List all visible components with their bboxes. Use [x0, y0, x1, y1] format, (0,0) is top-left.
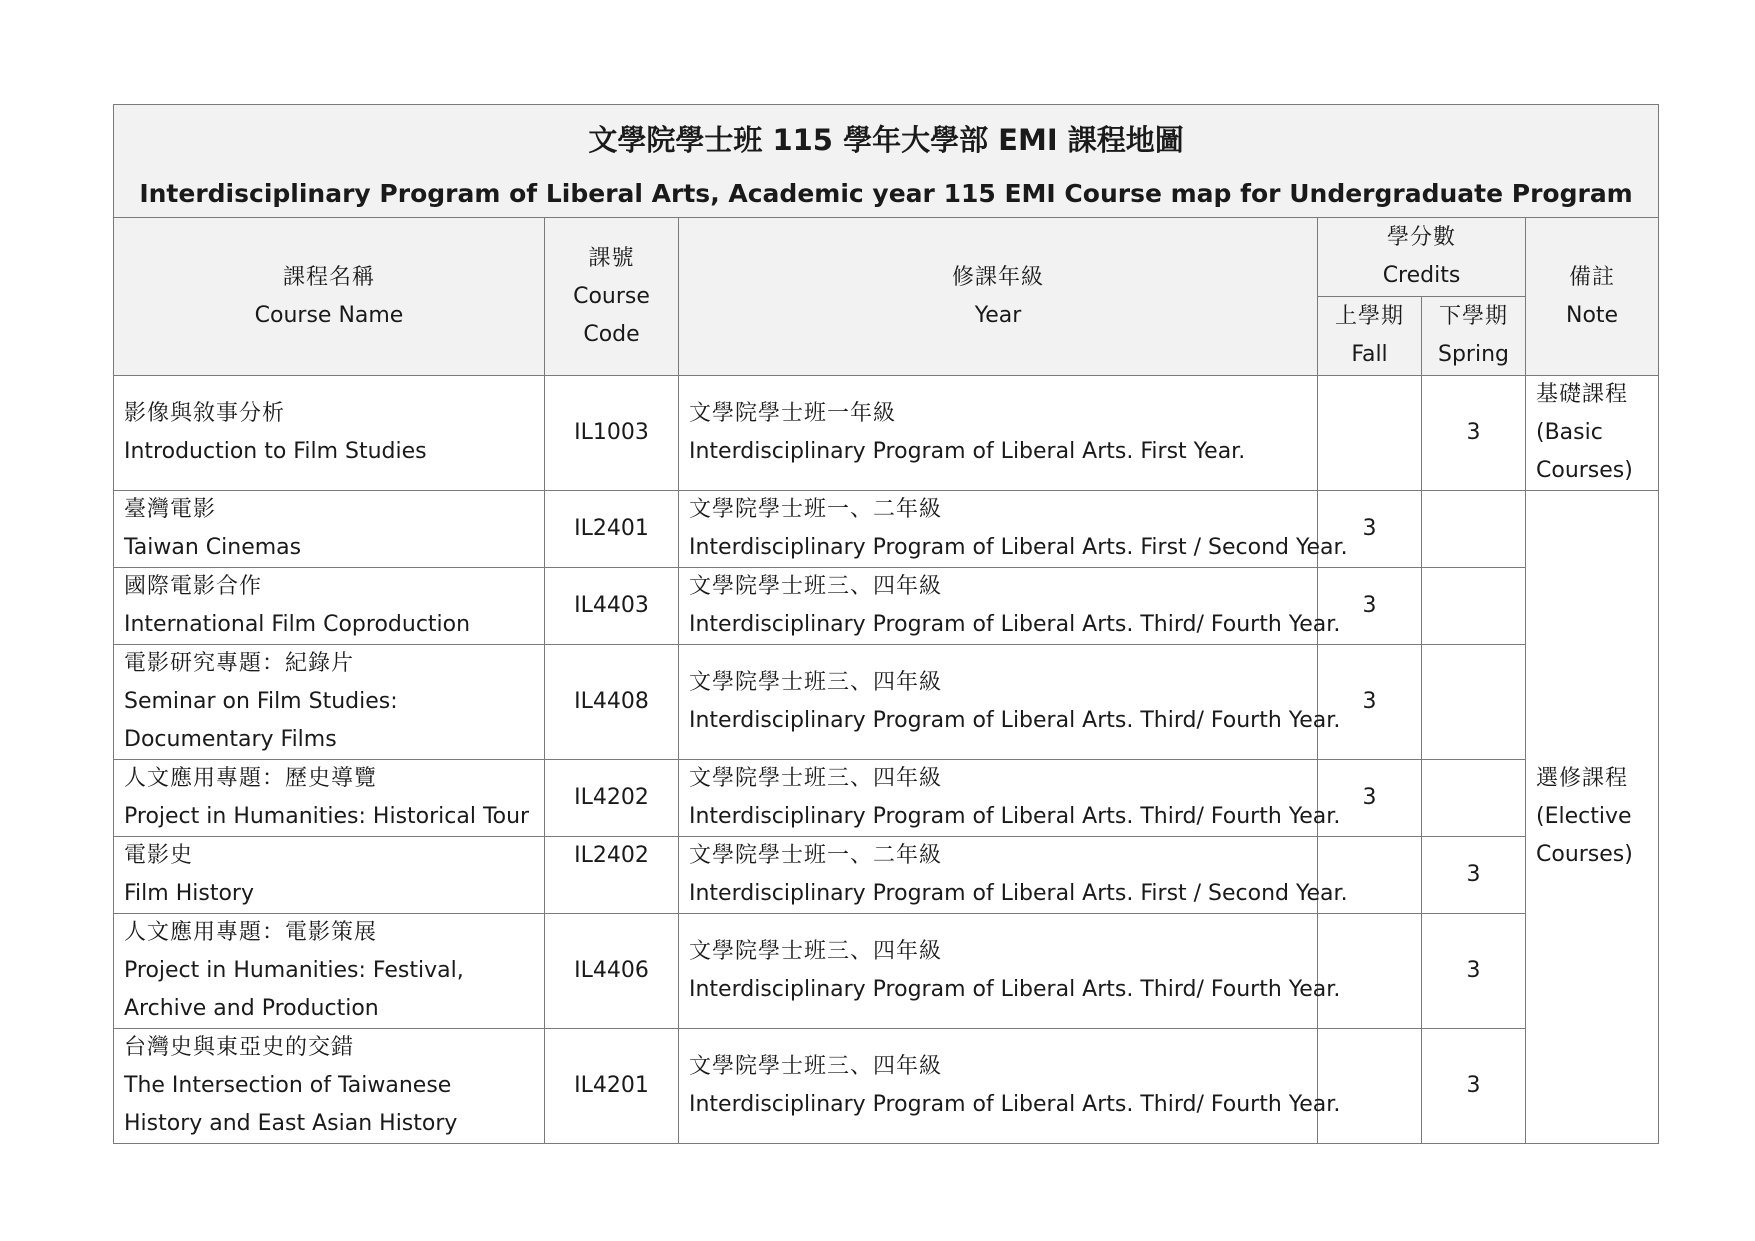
year-en: Interdisciplinary Program of Liberal Arts. First / Second Year.: [689, 535, 1348, 560]
course-map-table: [113, 104, 1659, 1144]
header-fall: [1318, 297, 1422, 376]
course-name-cell: [114, 645, 545, 760]
course-name-cell: [114, 568, 545, 645]
course-code-cell: IL1003: [545, 376, 679, 491]
header-spring-zh: 下學期: [1438, 304, 1508, 329]
header-row: [114, 218, 1659, 297]
spring-credits-cell: 3: [1422, 914, 1526, 1029]
table-row: [114, 837, 1659, 914]
course-name-en: Film History: [124, 881, 254, 906]
table-row: [114, 760, 1659, 837]
header-fall-zh: 上學期: [1334, 304, 1404, 329]
course-name-cell: [114, 376, 545, 491]
header-year-en: Year: [974, 302, 1022, 328]
header-course-name-zh: 課程名稱: [282, 264, 375, 290]
spring-credits-cell: [1422, 760, 1526, 837]
year-en: Interdisciplinary Program of Liberal Arts. Third/ Fourth Year.: [689, 804, 1341, 829]
fall-credits-cell: [1318, 1029, 1422, 1144]
fall-credits-cell: [1318, 914, 1422, 1029]
table-row: [114, 568, 1659, 645]
fall-credits-cell: 3: [1318, 645, 1422, 760]
header-course-name-en: Course Name: [254, 302, 404, 328]
header-code-en-1: Course: [573, 283, 650, 309]
year-en: Interdisciplinary Program of Liberal Arts. Third/ Fourth Year.: [689, 708, 1341, 733]
note-elective-cell: [1526, 491, 1659, 1144]
header-credits-en: Credits: [1382, 263, 1461, 288]
year-cell: [679, 837, 1348, 914]
course-name-en: Introduction to Film Studies: [124, 439, 427, 464]
title-row: [114, 105, 1659, 218]
year-cell: [679, 491, 1348, 568]
note-elective-en-1: (Elective: [1536, 804, 1632, 829]
year-cell: [679, 760, 1341, 837]
note-basic-cell: [1526, 376, 1659, 491]
course-name-zh: 電影研究專題：紀錄片: [124, 651, 355, 676]
course-name-zh: 電影史: [124, 843, 194, 868]
year-cell: [679, 568, 1341, 645]
course-name-cell: [114, 837, 545, 914]
course-name-cell: [114, 491, 545, 568]
course-name-en: International Film Coproduction: [124, 612, 471, 637]
spring-credits-cell: 3: [1422, 837, 1526, 914]
course-name-zh: 人文應用專題：電影策展: [124, 920, 378, 945]
table-row: [114, 376, 1659, 491]
header-course-code: [545, 218, 679, 376]
course-name-en: Taiwan Cinemas: [124, 535, 302, 560]
header-note-zh: 備註: [1569, 264, 1616, 290]
course-code-cell: IL2402: [545, 837, 679, 914]
header-code-zh: 課號: [588, 245, 635, 271]
year-cell: [679, 1029, 1341, 1144]
course-name-en: Seminar on Film Studies: Documentary Films: [124, 689, 398, 752]
year-zh: 文學院學士班三、四年級: [689, 574, 943, 599]
header-spring-en: Spring: [1438, 342, 1509, 367]
year-zh: 文學院學士班三、四年級: [689, 766, 943, 791]
year-zh: 文學院學士班三、四年級: [689, 1054, 943, 1079]
course-code-cell: IL4406: [545, 914, 679, 1029]
year-en: Interdisciplinary Program of Liberal Arts. First Year.: [689, 439, 1246, 464]
note-basic-en-2: Courses): [1536, 458, 1633, 483]
header-fall-en: Fall: [1351, 342, 1388, 367]
table-row: [114, 914, 1659, 1029]
header-note: [1526, 218, 1659, 376]
note-elective-en-2: Courses): [1536, 842, 1633, 867]
course-name-zh: 台灣史與東亞史的交錯: [124, 1035, 355, 1060]
course-name-zh: 人文應用專題：歷史導覽: [124, 766, 378, 791]
course-name-cell: [114, 760, 545, 837]
course-code-cell: IL4408: [545, 645, 679, 760]
spring-credits-cell: 3: [1422, 376, 1526, 491]
spring-credits-cell: [1422, 568, 1526, 645]
course-name-zh: 國際電影合作: [124, 574, 263, 599]
year-cell: [679, 645, 1341, 760]
spring-credits-cell: [1422, 491, 1526, 568]
fall-credits-cell: 3: [1318, 491, 1422, 568]
year-en: Interdisciplinary Program of Liberal Arts. Third/ Fourth Year.: [689, 977, 1341, 1002]
course-code-cell: IL4202: [545, 760, 679, 837]
fall-credits-cell: [1318, 376, 1422, 491]
year-cell: [679, 376, 1318, 491]
course-name-en: Project in Humanities: Festival, Archive and Production: [124, 958, 464, 1021]
year-zh: 文學院學士班三、四年級: [689, 670, 943, 695]
year-en: Interdisciplinary Program of Liberal Arts. First / Second Year.: [689, 881, 1348, 906]
course-name-zh: 影像與敘事分析: [124, 401, 286, 426]
year-zh: 文學院學士班一年級: [689, 401, 897, 426]
header-course-name: [114, 218, 545, 376]
header-credits: [1318, 218, 1526, 297]
fall-credits-cell: 3: [1318, 568, 1422, 645]
note-basic-en-1: (Basic: [1536, 420, 1603, 445]
header-year: [679, 218, 1318, 376]
course-code-cell: IL4403: [545, 568, 679, 645]
table-row: [114, 491, 1659, 568]
course-name-cell: [114, 914, 545, 1029]
title-english: Interdisciplinary Program of Liberal Arts, Academic year 115 EMI Course map for Undergraduate Program: [139, 179, 1633, 208]
year-zh: 文學院學士班三、四年級: [689, 939, 943, 964]
course-name-zh: 臺灣電影: [124, 497, 217, 522]
year-en: Interdisciplinary Program of Liberal Arts. Third/ Fourth Year.: [689, 1092, 1341, 1117]
course-code-cell: IL4201: [545, 1029, 679, 1144]
header-year-zh: 修課年級: [951, 264, 1044, 290]
course-code-cell: IL2401: [545, 491, 679, 568]
year-zh: 文學院學士班一、二年級: [689, 497, 943, 522]
course-name-en: Project in Humanities: Historical Tour: [124, 804, 530, 829]
table-title: [114, 105, 1659, 218]
note-elective-zh: 選修課程: [1536, 766, 1629, 791]
table-row: [114, 645, 1659, 760]
title-chinese: 文學院學士班 115 學年大學部 EMI 課程地圖: [588, 123, 1184, 157]
year-cell: [679, 914, 1341, 1029]
table-row: [114, 1029, 1659, 1144]
course-name-cell: [114, 1029, 545, 1144]
header-code-en-2: Code: [583, 321, 640, 347]
spring-credits-cell: 3: [1422, 1029, 1526, 1144]
header-note-en: Note: [1566, 302, 1619, 328]
header-spring: [1422, 297, 1526, 376]
spring-credits-cell: [1422, 645, 1526, 760]
course-name-en: The Intersection of Taiwanese History and East Asian History: [124, 1073, 458, 1136]
year-zh: 文學院學士班一、二年級: [689, 843, 943, 868]
note-basic-zh: 基礎課程: [1536, 382, 1629, 407]
year-en: Interdisciplinary Program of Liberal Arts. Third/ Fourth Year.: [689, 612, 1341, 637]
header-credits-zh: 學分數: [1386, 225, 1456, 250]
fall-credits-cell: 3: [1318, 760, 1422, 837]
